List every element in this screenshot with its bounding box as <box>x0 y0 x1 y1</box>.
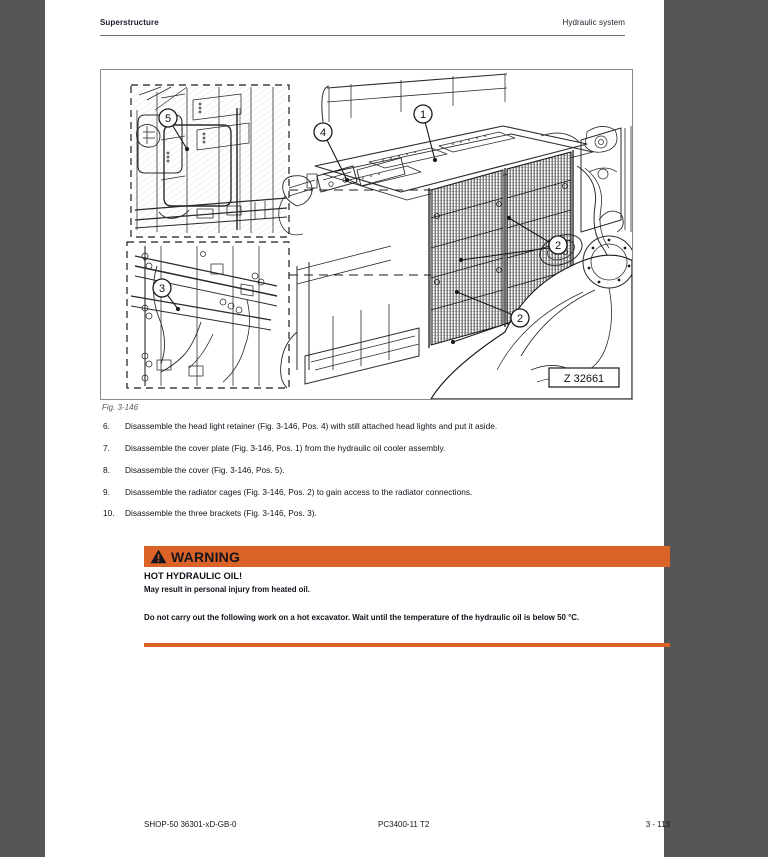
step-number: 10. <box>103 508 115 519</box>
callout-5-label: 5 <box>164 113 172 125</box>
procedure-step-list <box>102 421 632 530</box>
header-section-title: Superstructure <box>100 18 159 27</box>
list-item <box>102 487 632 497</box>
step-number: 6. <box>103 421 110 431</box>
warning-bottom-rule <box>144 643 670 647</box>
list-item <box>102 443 632 453</box>
footer-page-number: 3 - 113 <box>645 820 670 829</box>
warning-title: HOT HYDRAULIC OIL! <box>144 571 243 581</box>
figure-illustration <box>100 69 633 400</box>
figure-id-box <box>549 368 619 387</box>
callout-3-label: 3 <box>158 283 166 295</box>
callout-3 <box>153 279 171 297</box>
step-text: Disassemble the head light retainer (Fig. 3-146, Pos. 4) with still attached head lights and put it aside. <box>125 421 498 431</box>
step-text: Disassemble the three brackets (Fig. 3-146, Pos. 3). <box>125 508 317 519</box>
callout-2-upper-label: 2 <box>554 240 562 252</box>
page-header <box>100 18 625 27</box>
callout-5 <box>159 109 177 127</box>
callout-2-lower <box>511 309 529 327</box>
step-text: Disassemble the cover (Fig. 3-146, Pos. 5). <box>125 464 285 475</box>
step-number: 7. <box>103 442 110 453</box>
warning-label: WARNING <box>171 548 241 565</box>
list-item <box>102 465 632 475</box>
header-divider <box>100 35 625 36</box>
warning-triangle-icon <box>150 549 167 564</box>
step-text: Disassemble the cover plate (Fig. 3-146, Pos. 1) from the hydraulic oil cooler assembly. <box>125 442 446 453</box>
callout-1-label: 1 <box>419 109 427 121</box>
warning-banner <box>144 546 670 567</box>
callout-4-label: 4 <box>319 127 327 139</box>
step-number: 9. <box>103 486 110 497</box>
callout-4 <box>314 123 332 141</box>
warning-body-text: Do not carry out the following work on a hot excavator. Wait until the temperature of the hydraulic oil is below 50 °C. <box>144 613 580 622</box>
step-number: 8. <box>103 464 110 475</box>
callout-1 <box>414 105 432 123</box>
excavator-superstructure-drawing <box>101 70 632 399</box>
callout-2-lower-label: 2 <box>516 313 524 325</box>
list-item <box>102 508 632 518</box>
warning-subtitle: May result in personal injury from heated oil. <box>144 585 310 594</box>
list-item <box>102 421 632 431</box>
figure-caption: Fig. 3-146 <box>102 403 139 412</box>
figure-id-text: Z 32661 <box>563 373 605 385</box>
footer-document-code: SHOP-50 36301-xD-GB-0 <box>144 820 237 829</box>
document-page <box>45 0 670 857</box>
header-subject-title: Hydraulic system <box>562 18 625 27</box>
callout-2-upper <box>549 236 567 254</box>
step-text: Disassemble the radiator cages (Fig. 3-146, Pos. 2) to gain access to the radiator connections. <box>125 486 473 497</box>
footer-model-code: PC3400-11 T2 <box>378 820 430 829</box>
